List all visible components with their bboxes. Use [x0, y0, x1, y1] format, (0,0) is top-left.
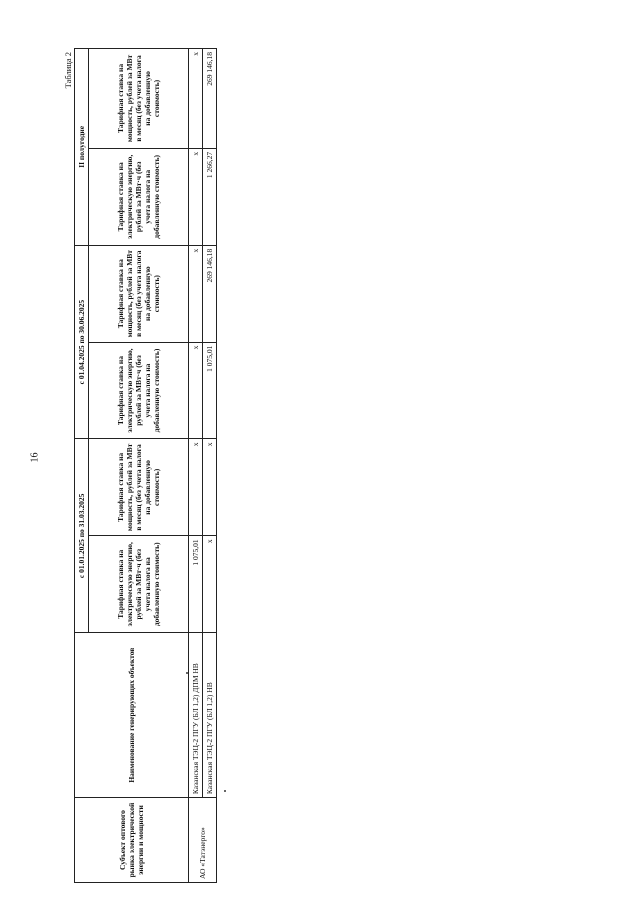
header-rate-energy: Тарифная ставка на электрическую энергию, рублей за МВт·ч (без учета налога на добавленную стоимость) [89, 536, 189, 633]
object-cell: Казанская ТЭЦ-2 ПГУ (БЛ 1,2) НВ [203, 633, 217, 798]
value-cell: 269 146,18 [203, 49, 217, 149]
header-period-3: II полугодие [75, 49, 89, 246]
page-number: 16 [29, 452, 41, 463]
header-rate-power: Тарифная ставка на мощность, рублей за МВт в месяц (без учета налога на добавленную стоимость) [89, 439, 189, 536]
value-cell: х [189, 49, 203, 149]
header-subject: Субъект оптового рынка электрической энергии и мощности [75, 798, 189, 883]
value-cell: х [203, 536, 217, 633]
scan-speck [186, 672, 188, 674]
table-caption: Таблица 2 [63, 52, 73, 89]
value-cell: 269 146,18 [203, 245, 217, 342]
rotated-table-block [62, 48, 217, 883]
header-period-1: с 01.01.2025 по 31.03.2025 [75, 439, 89, 633]
header-row-periods [75, 49, 89, 883]
value-cell: 1 075,01 [189, 536, 203, 633]
table-row [203, 49, 217, 883]
subject-cell: АО «Татэнерго» [189, 798, 217, 883]
value-cell: х [189, 245, 203, 342]
value-cell: х [203, 439, 217, 536]
header-rate-power: Тарифная ставка на мощность, рублей за МВт в месяц (без учета налога на добавленную стоимость) [89, 49, 189, 149]
scan-speck [224, 790, 226, 792]
header-rate-energy: Тарифная ставка на электрическую энергию, рублей за МВт·ч (без учета налога на добавленную стоимость) [89, 342, 189, 439]
header-objects: Наименование генерирующих объектов [75, 633, 189, 798]
value-cell: х [189, 148, 203, 245]
tariff-table [74, 48, 217, 883]
header-rate-power: Тарифная ставка на мощность, рублей за МВт в месяц (без учета налога на добавленную стоимость) [89, 245, 189, 342]
value-cell: х [189, 439, 203, 536]
header-period-2: с 01.04.2025 по 30.06.2025 [75, 245, 89, 439]
header-rate-energy: Тарифная ставка на электрическую энергию, рублей за МВт·ч (без учета налога на добавленную стоимость) [89, 148, 189, 245]
value-cell: х [189, 342, 203, 439]
object-cell: Казанская ТЭЦ-2 ПГУ (БЛ 1,2) ДПМ НВ [189, 633, 203, 798]
table-row [189, 49, 203, 883]
value-cell: 1 266,27 [203, 148, 217, 245]
value-cell: 1 075,01 [203, 342, 217, 439]
